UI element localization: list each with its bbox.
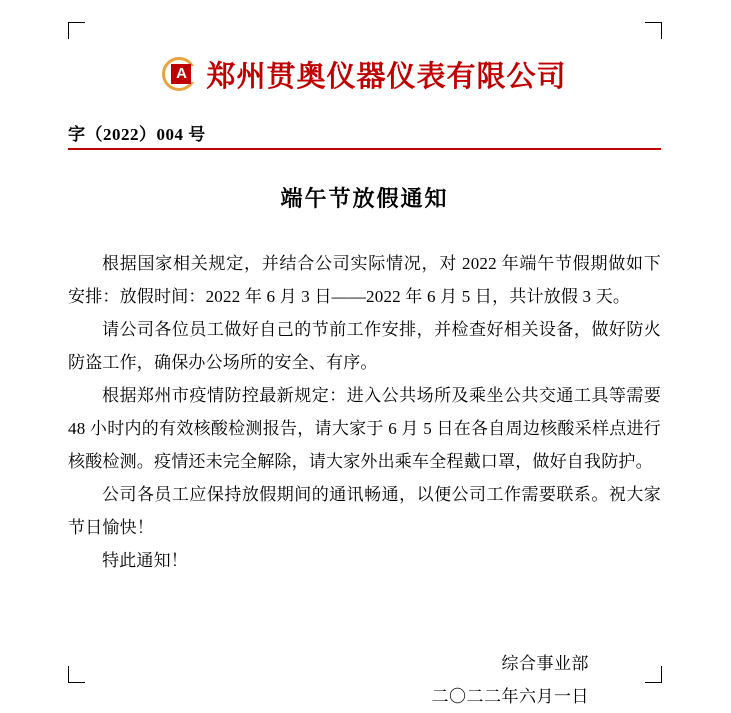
paragraph: 公司各员工应保持放假期间的通讯畅通，以便公司工作需要联系。祝大家节日愉快！ (68, 485, 661, 537)
document-number-row (68, 120, 661, 146)
document-number: 字（2022）004 号 (68, 125, 206, 144)
document-body (68, 22, 661, 706)
red-divider (68, 148, 661, 150)
paragraph: 根据国家相关规定，并结合公司实际情况，对 2022 年端午节假期做如下安排：放假时间：2022 年 6 月 3 日——2022 年 6 月 5 日，共计放假 3 天。 (68, 254, 661, 306)
logo-letter: A (176, 65, 187, 82)
logo-square-shape (171, 64, 191, 84)
paragraph: 请公司各位员工做好自己的节前工作安排，并检查好相关设备，做好防火防盗工作，确保办公场所的安全、有序。 (68, 320, 661, 372)
paragraph: 特此通知！ (102, 551, 188, 570)
company-name: 郑州贯奥仪器仪表有限公司 (206, 60, 567, 93)
document-content (68, 247, 661, 577)
company-logo-icon (162, 57, 196, 91)
signature-department: 综合事业部 (501, 654, 589, 673)
signature-date: 二〇二二年六月一日 (431, 687, 589, 706)
paragraph: 根据郑州市疫情防控最新规定：进入公共场所及乘坐公共交通工具等需要 48 小时内的有效核酸检测报告，请大家于 6 月 5 日在各自周边核酸采样点进行核酸检测。疫情还未完全解除，请大家外出乘车全程戴口罩，做好自我防护。 (68, 386, 661, 471)
signature-block (68, 647, 661, 713)
document-title: 端午节放假通知 (280, 186, 449, 211)
letterhead (68, 50, 661, 98)
